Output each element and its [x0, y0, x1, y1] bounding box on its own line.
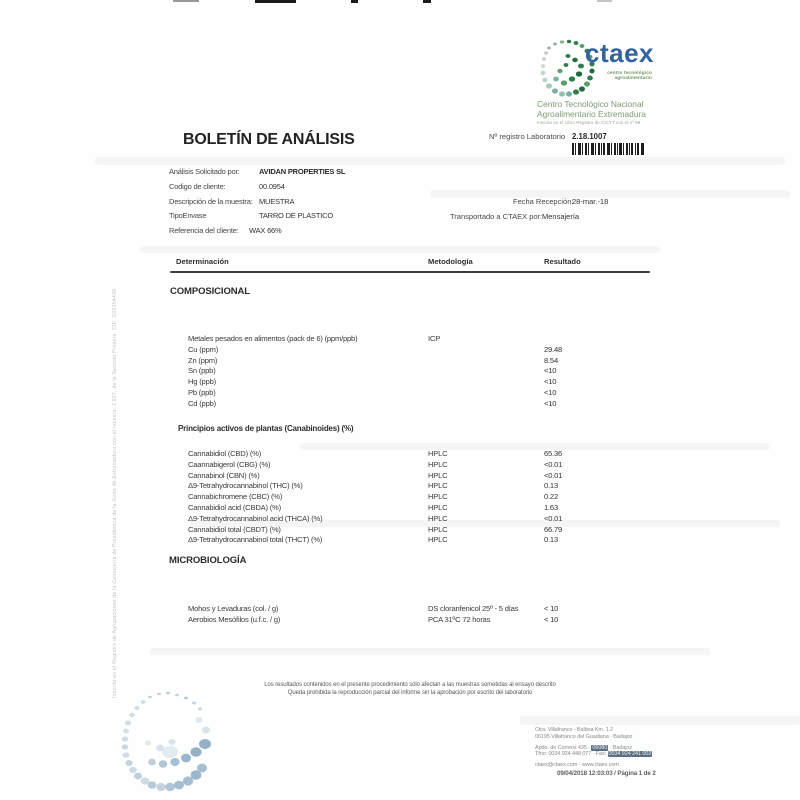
section-composicional: COMPOSICIONAL [170, 286, 250, 297]
table-header [176, 257, 656, 269]
info-label: Codigo de cliente: [169, 181, 226, 191]
table-row [188, 525, 668, 536]
row-method: HPLC [428, 459, 448, 469]
address-line2: 06195 Villafranco del Guadiana · Badajoz [535, 733, 633, 740]
info-label: Análisis Solicitado por: [169, 167, 240, 176]
info-value: TARRO DE PLASTICO [259, 211, 333, 221]
table-row [188, 449, 668, 460]
row-result: <10 [544, 387, 557, 397]
table-row [188, 535, 668, 546]
address-line4 [535, 751, 652, 758]
table-header-rule [170, 271, 650, 273]
ctaex-tagline-line1: centro tecnológico [607, 70, 652, 75]
scan-artifact [423, 0, 431, 3]
address-line3 [535, 745, 652, 752]
ctaex-tagline [590, 70, 652, 81]
row-label: Zn (ppm) [188, 355, 218, 365]
fecha-recepcion-value: 28-mar.-18 [572, 197, 609, 206]
row-result: 0.13 [544, 481, 558, 491]
scan-streak [150, 648, 710, 655]
row-result: < 10 [544, 614, 559, 624]
row-result: 1.63 [544, 502, 558, 512]
info-row-descripcion [169, 197, 499, 212]
row-result: <10 [544, 377, 557, 387]
table-row [188, 615, 668, 626]
address-line1: Ctra. Villafranco - Balboa Km. 1.2 [535, 727, 614, 733]
disclaimer [160, 682, 660, 697]
row-method: HPLC [428, 449, 448, 458]
row-method: DS cloranfenicol 25º - 5 días [428, 604, 519, 613]
table-row [188, 345, 668, 356]
ctaex-brand-text: ctaex [585, 38, 654, 68]
table-row [188, 503, 668, 514]
row-method: ICP [428, 334, 441, 343]
info-value: WAX 66% [249, 226, 282, 236]
row-label: Mohos y Levaduras (col. / g) [188, 604, 279, 613]
row-label: Cannabichromene (CBC) (%) [188, 492, 283, 502]
microbiologia-rows [188, 604, 668, 626]
fecha-recepcion-label: Fecha Recepción: [513, 197, 574, 206]
info-label: Referencia del cliente: [169, 226, 239, 236]
section-microbiologia: MICROBIOLOGÍA [169, 555, 247, 566]
row-label: Δ9-Tetrahydrocannabinol acid (THCA) (%) [188, 513, 323, 523]
info-label: TipoEnvase [169, 211, 207, 221]
info-row-solicitado [169, 167, 499, 182]
scan-artifact [351, 0, 358, 3]
table-row [188, 460, 668, 471]
row-label: Cannabinol (CBN) (%) [188, 470, 260, 480]
table-row [188, 492, 668, 503]
table-row [188, 514, 668, 525]
ctaex-org-line2: Agroalimentario Extremadura [537, 109, 646, 119]
cannabinoides-rows [188, 449, 668, 546]
info-row-codigo [169, 182, 499, 197]
ctaex-watermark-icon [118, 688, 218, 796]
registro-label: Nº registro Laboratorio [489, 132, 566, 141]
scan-artifact [597, 0, 612, 2]
row-method: HPLC [428, 524, 448, 534]
row-result: 8.54 [544, 355, 558, 365]
ctaex-org-name [537, 99, 657, 119]
ctaex-registry-note: Inscrita en el Libro Registro de CICYT con el nº 98 [537, 120, 641, 125]
scan-streak [140, 246, 660, 253]
row-label: Pb (ppb) [188, 387, 216, 397]
client-info-block [169, 167, 499, 241]
row-label: Caannabigerol (CBG) (%) [188, 459, 271, 469]
subsection-cannabinoides: Principios activos de plantas (Canabinoides) (%) [178, 424, 354, 433]
address-line3-pre: Apdo. de Correos 435 · [535, 744, 592, 751]
scan-streak [520, 716, 800, 725]
row-result: 66.79 [544, 524, 563, 534]
page-title: BOLETÍN DE ANÁLISIS [183, 131, 355, 148]
vertical-registry-text: Inscrito en el Registro de Agrupaciones de la Consejería de Presidencia de la Junta de Extremadura con el número: 2.827, de la Sección Primera. CIF: G06354438 [112, 288, 118, 698]
registro-value: 2.18.1007 [572, 131, 607, 141]
row-label: Cannabidiol total (CBDT) (%) [188, 524, 281, 534]
metales-rows [188, 334, 668, 410]
table-row [188, 366, 668, 377]
scan-artifact [255, 0, 296, 3]
table-row [188, 481, 668, 492]
transportado-label: Transportado a CTAEX por: [450, 212, 543, 221]
table-row [188, 334, 668, 345]
row-result: <10 [544, 366, 557, 376]
row-method: HPLC [428, 535, 448, 545]
table-row [188, 377, 668, 388]
ctaex-org-line1: Centro Tecnológico Nacional [537, 99, 644, 109]
disclaimer-line2: Queda prohibida la reproducción parcial del informe sin la aprobación por escrito del laboratorio [287, 689, 533, 696]
row-result: 0.13 [544, 535, 558, 545]
row-label: Cu (ppm) [188, 344, 219, 354]
col-metodologia: Metodología [428, 257, 473, 266]
ctaex-tagline-line2: agroalimentario [614, 75, 652, 81]
info-value: MUESTRA [259, 196, 295, 206]
address-line3-highlight: 06080 [592, 744, 608, 751]
row-result: 65.36 [544, 449, 563, 458]
table-row [188, 604, 668, 615]
row-label: Cd (ppb) [188, 398, 216, 408]
row-result: <0.01 [544, 459, 563, 469]
row-result: <0.01 [544, 470, 563, 480]
row-label: Sn (ppb) [188, 366, 216, 376]
address-line3-post: · Badajoz [608, 744, 632, 751]
table-row [188, 471, 668, 482]
row-method: PCA 31ºC 72 horas [428, 614, 491, 624]
info-value: 00.0954 [259, 181, 285, 191]
row-method: HPLC [428, 492, 448, 502]
barcode-icon [572, 143, 644, 155]
scan-streak [95, 157, 785, 165]
print-timestamp: 09/04/2018 12:03:03 / Página 1 de 2 [557, 770, 656, 777]
row-method: HPLC [428, 502, 448, 512]
row-label: Metales pesados en alimentos (pack de 6) (ppm/ppb) [188, 334, 358, 343]
col-resultado: Resultado [544, 257, 581, 266]
transportado-value: Mensajería [542, 212, 580, 221]
row-label: Cannabidiol acid (CBDA) (%) [188, 502, 281, 512]
row-result: < 10 [544, 604, 559, 613]
address-line4-pre: Tfno: 0034 924 448 077 · Fax: [535, 751, 608, 758]
row-result: <0.01 [544, 513, 563, 523]
row-result: 29.48 [544, 344, 563, 354]
row-method: HPLC [428, 470, 448, 480]
row-result: 0.22 [544, 492, 558, 502]
row-result: <10 [544, 398, 557, 408]
row-label: Δ9-Tetrahydrocannabinol total (THCT) (%) [188, 535, 323, 545]
table-row [188, 399, 668, 410]
info-row-referencia [169, 226, 499, 241]
disclaimer-line1: Los resultados contenidos en el presente procedimiento sólo afectan a las muestras sometidas al ensayo descrito [264, 682, 556, 688]
ctaex-logo [535, 30, 660, 130]
info-label: Descripción de la muestra: [169, 196, 253, 206]
scan-artifact [173, 0, 199, 2]
row-method: HPLC [428, 481, 448, 491]
row-label: Cannabidiol (CBD) (%) [188, 449, 262, 458]
row-label: Aerobios Mesófilos (u.f.c. / g) [188, 614, 281, 624]
address-line4-highlight: 0034 924 241 002 [608, 751, 652, 758]
address-block [535, 727, 652, 769]
row-label: Δ9-Tetrahydrocannabinol (THC) (%) [188, 481, 303, 491]
col-determinacion: Determinación [176, 257, 229, 266]
address-line5: ctaex@ctaex.com · www.ctaex.com [535, 762, 619, 769]
info-value: AVIDAN PROPERTIES SL [259, 167, 346, 176]
row-method: HPLC [428, 513, 448, 523]
table-row [188, 388, 668, 399]
table-row [188, 356, 668, 367]
row-label: Hg (ppb) [188, 377, 216, 387]
